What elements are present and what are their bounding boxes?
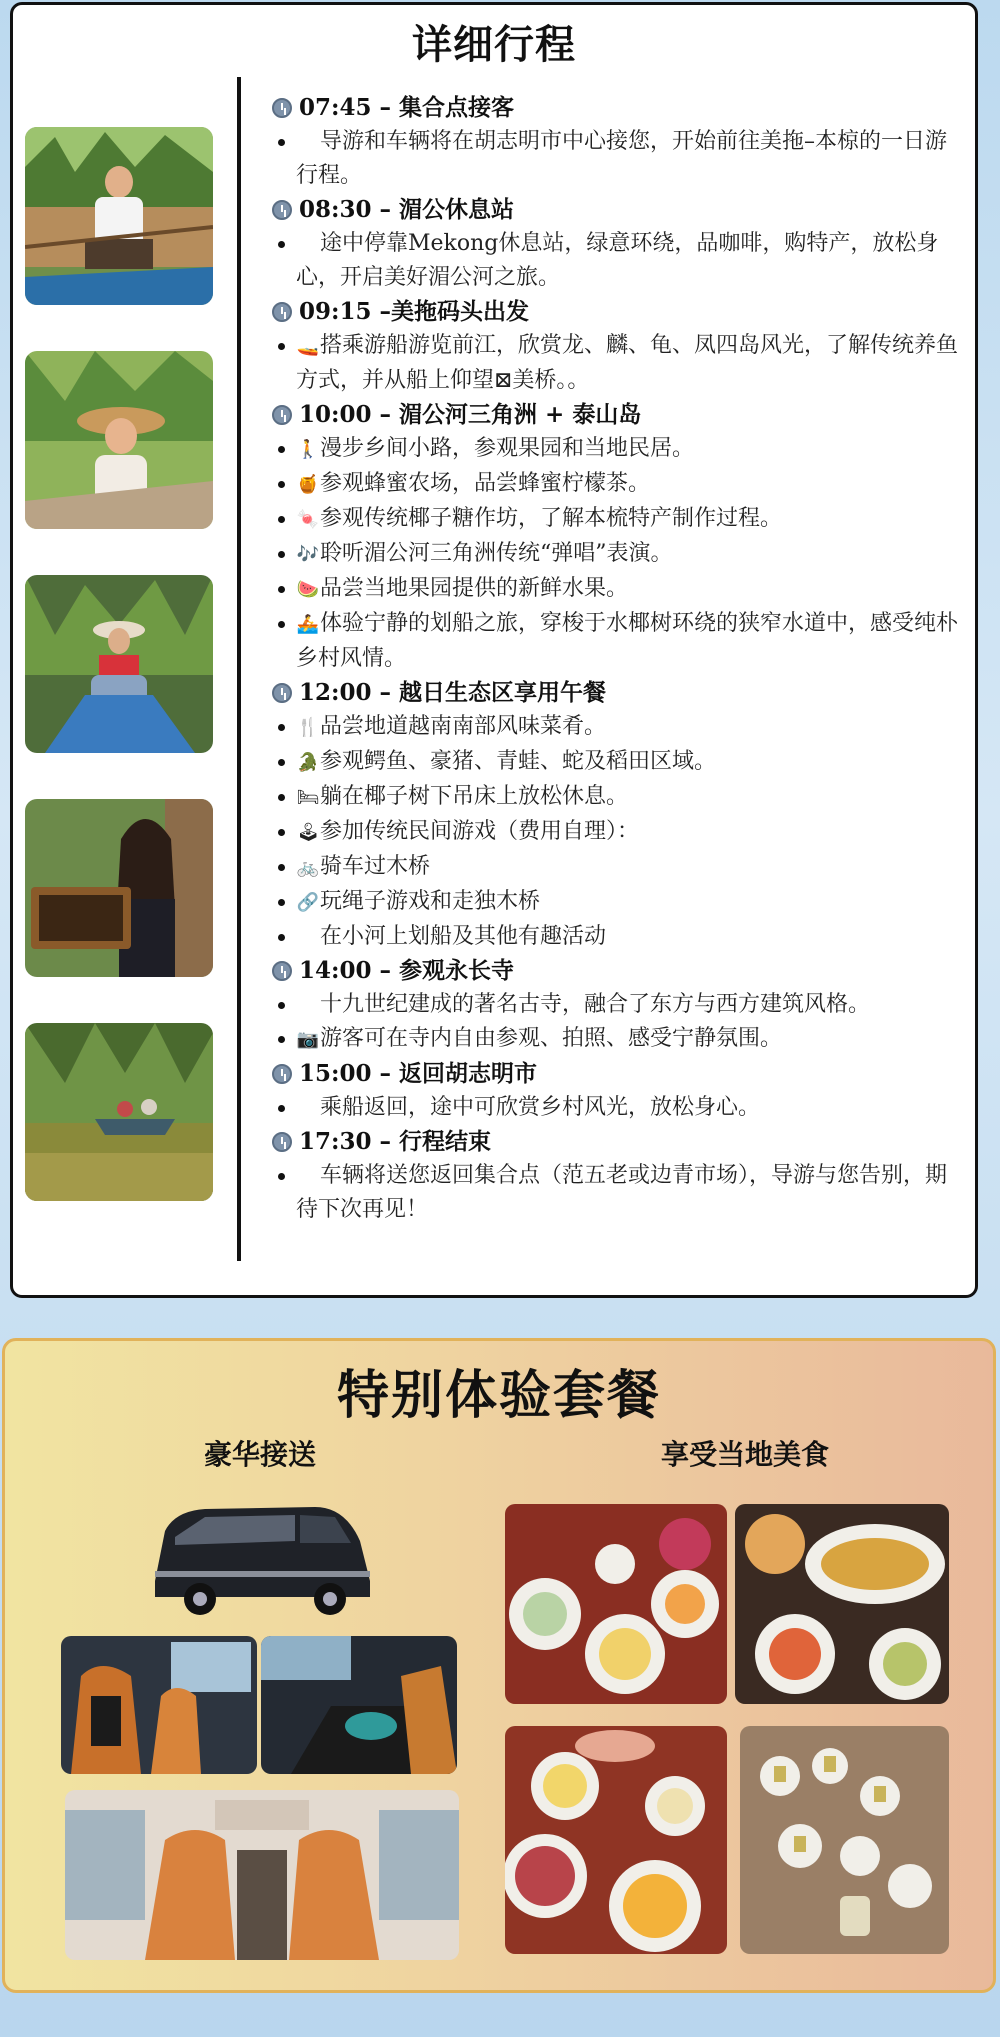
step-details — [272, 227, 962, 295]
food-tea-cups-image — [740, 1726, 949, 1954]
step-title: 参观永长寺 — [399, 957, 515, 984]
step-time: 09:15 — [299, 298, 372, 325]
step-details — [272, 432, 962, 676]
step-heading — [272, 398, 962, 432]
detail-text: 参观鳄鱼、豪猪、青蛙、蛇及稻田区域。 — [320, 749, 717, 774]
detail-item — [272, 432, 962, 467]
photo-man-rowing-boat-image — [25, 127, 213, 305]
itinerary-card — [10, 2, 978, 1298]
detail-text: 游客可在寺内自由参观、拍照、感受宁静氛围。 — [320, 1026, 783, 1051]
clock-icon — [272, 961, 292, 981]
timeline-divider — [237, 77, 241, 1261]
package-title: 特别体验套餐 — [336, 1366, 661, 1426]
detail-text: 参加传统民间游戏（费用自理）： — [320, 819, 640, 844]
food-fried-fish-image — [735, 1504, 949, 1704]
step-title: 返回胡志明市 — [399, 1060, 538, 1087]
step-details — [272, 1091, 962, 1125]
step-heading — [272, 954, 962, 988]
step-time: 07:45 — [299, 94, 372, 121]
step-time: 10:00 — [299, 401, 372, 428]
photo-woman-canal-boat — [25, 575, 213, 753]
detail-item — [272, 920, 962, 954]
detail-text: 骑车过木桥 — [320, 854, 431, 879]
detail-emoji-icon: 🎶 — [296, 544, 320, 565]
detail-item — [272, 988, 962, 1022]
package-card — [2, 1338, 996, 1993]
detail-text: 途中停靠Mekong休息站，绿意环绕，品咖啡，购特产，放松身心，开启美好湄公河之旅。 — [296, 231, 939, 290]
detail-text: 体验宁静的划船之旅，穿梭于水椰树环绕的狭窄水道中，感受纯朴乡村风情。 — [296, 611, 959, 671]
photo-boat-on-river-image — [25, 1023, 213, 1201]
detail-item — [272, 815, 962, 850]
van-interior-seats-illustration — [61, 1636, 257, 1774]
photo-boat-on-river — [25, 1023, 213, 1201]
van-interior-console-image — [261, 1636, 457, 1774]
step-heading — [272, 91, 962, 125]
detail-text: 乘船返回，途中可欣赏乡村风光，放松身心。 — [320, 1095, 761, 1120]
detail-text: 玩绳子游戏和走独木桥 — [320, 889, 541, 914]
step-separator: – — [371, 196, 400, 223]
detail-item — [272, 607, 962, 676]
detail-item — [272, 1159, 962, 1227]
step-details — [272, 1159, 962, 1227]
detail-emoji-icon: 🔗 — [296, 892, 320, 913]
detail-text: 漫步乡间小路，参观果园和当地民居。 — [320, 436, 695, 461]
detail-item — [272, 710, 962, 745]
detail-item — [272, 745, 962, 780]
detail-text: 参观蜂蜜农场，品尝蜂蜜柠檬茶。 — [320, 471, 651, 496]
detail-text: 品尝当地果园提供的新鲜水果。 — [320, 576, 629, 601]
van-interior-seats-image — [61, 1636, 257, 1774]
step-title: 美拖码头出发 — [391, 298, 530, 325]
step-separator: – — [371, 1128, 400, 1155]
step-separator: – — [371, 957, 400, 984]
van-image — [145, 1501, 375, 1621]
detail-emoji-icon: 🚣 — [296, 614, 320, 635]
transfer-heading: 豪华接送 — [203, 1438, 316, 1471]
detail-text: 车辆将送您返回集合点（范五老或边青市场），导游与您告别，期待下次再见！ — [296, 1163, 948, 1222]
detail-text: 搭乘游船游览前江，欣赏龙、麟、龟、凤四岛风光，了解传统养鱼方式，并从船上仰望⊠美桥。。 — [296, 333, 959, 393]
detail-text: 聆听湄公河三角洲传统“弹唱”表演。 — [320, 541, 673, 566]
step-heading — [272, 295, 962, 329]
step-separator: – — [371, 94, 400, 121]
step-time: 17:30 — [299, 1128, 372, 1155]
detail-emoji-icon: 🚶 — [296, 439, 320, 460]
photo-woman-canal-boat-image — [25, 575, 213, 753]
van-interior-console-illustration — [261, 1636, 457, 1774]
detail-item — [272, 1022, 962, 1057]
detail-item — [272, 502, 962, 537]
step-title: 集合点接客 — [399, 94, 515, 121]
photo-woman-honeycomb — [25, 799, 213, 977]
step-title: 越日生态区享用午餐 — [399, 679, 607, 706]
clock-icon — [272, 98, 292, 118]
detail-text: 参观传统椰子糖作坊，了解本梳特产制作过程。 — [320, 506, 783, 531]
detail-item — [272, 537, 962, 572]
clock-icon — [272, 200, 292, 220]
clock-icon — [272, 302, 292, 322]
detail-item — [272, 1091, 962, 1125]
step-details — [272, 125, 962, 193]
detail-item — [272, 572, 962, 607]
clock-icon — [272, 405, 292, 425]
detail-item — [272, 227, 962, 295]
detail-text: 十九世纪建成的著名古寺，融合了东方与西方建筑风格。 — [320, 992, 871, 1017]
step-separator: – — [371, 679, 400, 706]
detail-emoji-icon: 🍯 — [296, 474, 320, 495]
step-heading — [272, 1057, 962, 1091]
itinerary-steps — [272, 91, 962, 1227]
detail-item — [272, 885, 962, 920]
detail-emoji-icon: 🕹 — [296, 822, 320, 843]
step-title: 湄公休息站 — [399, 196, 515, 223]
step-heading — [272, 1125, 962, 1159]
detail-text: 躺在椰子树下吊床上放松休息。 — [320, 784, 629, 809]
van-illustration — [145, 1501, 375, 1621]
itinerary-title: 详细行程 — [412, 21, 576, 68]
detail-item — [272, 467, 962, 502]
food-plates-fruit-image — [505, 1504, 727, 1704]
detail-item — [272, 125, 962, 193]
photo-woman-honeycomb-image — [25, 799, 213, 977]
step-time: 15:00 — [299, 1060, 372, 1087]
detail-emoji-icon: 🚲 — [296, 857, 320, 878]
detail-emoji-icon: 🐊 — [296, 752, 320, 773]
step-details — [272, 988, 962, 1057]
step-time: 12:00 — [299, 679, 372, 706]
step-time: 08:30 — [299, 196, 372, 223]
clock-icon — [272, 1064, 292, 1084]
photo-woman-in-hat-boat-image — [25, 351, 213, 529]
food-tropical-fruit-image — [505, 1726, 727, 1954]
step-title: 行程结束 — [399, 1128, 492, 1155]
food-fried-fish-illustration — [735, 1504, 949, 1704]
clock-icon — [272, 1132, 292, 1152]
van-cabin-image — [65, 1790, 459, 1960]
step-heading — [272, 676, 962, 710]
food-plates-fruit-illustration — [505, 1504, 727, 1704]
van-cabin-illustration — [65, 1790, 459, 1960]
step-heading — [272, 193, 962, 227]
detail-text: 品尝地道越南南部风味菜肴。 — [320, 714, 607, 739]
detail-emoji-icon: 🍉 — [296, 579, 320, 600]
detail-item — [272, 329, 962, 398]
step-time: 14:00 — [299, 957, 372, 984]
photo-woman-in-hat-boat — [25, 351, 213, 529]
food-heading: 享受当地美食 — [660, 1438, 829, 1471]
food-tea-cups-illustration — [740, 1726, 949, 1954]
step-details — [272, 710, 962, 954]
photo-man-rowing-boat — [25, 127, 213, 305]
food-tropical-fruit-illustration — [505, 1726, 727, 1954]
detail-text: 导游和车辆将在胡志明市中心接您，开始前往美拖–本椋的一日游行程。 — [296, 129, 948, 188]
detail-emoji-icon: 🍴 — [296, 717, 320, 738]
clock-icon — [272, 683, 292, 703]
detail-text: 在小河上划船及其他有趣活动 — [320, 924, 607, 949]
detail-item — [272, 850, 962, 885]
detail-emoji-icon: 🛏 — [296, 787, 320, 808]
step-separator: – — [371, 1060, 400, 1087]
step-separator: – — [371, 401, 400, 428]
detail-item — [272, 780, 962, 815]
step-details — [272, 329, 962, 398]
detail-emoji-icon: 🍬 — [296, 509, 320, 530]
step-separator: – — [371, 298, 392, 325]
detail-emoji-icon: 📷 — [296, 1029, 320, 1050]
step-title: 湄公河三角洲 + 泰山岛 — [399, 401, 642, 428]
detail-emoji-icon: 🚤 — [296, 336, 320, 357]
